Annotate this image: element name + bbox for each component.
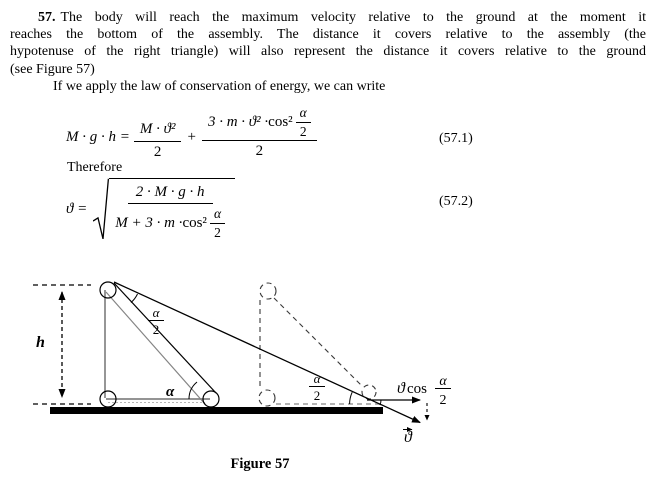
radicand — [109, 178, 235, 241]
cos-text: cos — [407, 381, 427, 397]
eq2-fraction — [115, 182, 225, 241]
alpha-symbol: α — [210, 206, 225, 224]
apex-angle-label — [148, 305, 164, 337]
figure-caption: Figure 57 — [230, 456, 290, 472]
height-dimension — [33, 285, 91, 404]
paragraph-line: reaches the bottom of the assembly. The distance it covers relative to the assembly (the — [10, 27, 646, 43]
theta-symbol: ϑ — [397, 380, 405, 397]
ghost-bottom-left-pulley — [259, 390, 275, 406]
ghost-angle-denominator: 2 — [313, 388, 321, 403]
equation-number-2: (57.2) — [439, 194, 473, 209]
eq1-frac1-denominator: 2 — [153, 144, 162, 160]
ghost-top-pulley — [260, 283, 276, 299]
height-label: h — [36, 334, 45, 351]
denominator-2: 2 — [214, 225, 221, 240]
eq1-frac2-numerator — [202, 105, 317, 141]
eq1-frac1-numerator: M · ϑ² — [134, 104, 182, 142]
paragraph-line — [10, 9, 646, 26]
paragraph-line: (see Figure 57) — [10, 61, 95, 77]
eq2-lhs: ϑ = — [66, 201, 88, 217]
eq2-numerator: 2 · M · g · h — [128, 182, 213, 204]
eq1-frac2-pre: 3 · m · ϑ² · — [207, 114, 269, 130]
ground-bar — [50, 407, 383, 414]
label-two: 2 — [439, 393, 447, 408]
eq1-lhs: M · g · h = — [66, 128, 130, 145]
square-root — [93, 178, 235, 241]
horizontal-vector-label — [397, 374, 451, 408]
radical-sign — [93, 178, 109, 241]
equation-57-2 — [66, 178, 235, 241]
eq1-frac2-denominator: 2 — [255, 143, 264, 159]
problem-paragraph — [10, 9, 646, 95]
eq2-denominator — [115, 204, 225, 241]
figure-57-drawing — [0, 258, 500, 458]
eq1-fraction-1 — [134, 104, 182, 170]
equation-number-1: (57.1) — [439, 131, 473, 146]
eq2-den-pre: M + 3 · m · — [115, 215, 183, 231]
apex-angle-arc — [131, 294, 138, 303]
apex-angle-denominator: 2 — [152, 322, 160, 337]
paragraph-text: The body will reach the maximum velocity relative to the ground at the moment it — [60, 10, 646, 25]
eq1-fraction-2 — [202, 105, 317, 169]
ground-angle-arc — [350, 392, 353, 404]
alpha-over-2 — [210, 206, 225, 241]
cos-squared: cos² — [182, 215, 207, 231]
velocity-theta-symbol: ϑ — [404, 429, 412, 446]
apex-angle-numerator: α — [152, 305, 160, 320]
alpha-symbol: α — [296, 105, 311, 123]
alpha-over-2 — [296, 105, 311, 140]
triangle-assembly — [100, 282, 219, 407]
top-pulley — [100, 282, 116, 298]
ghost-angle-label — [309, 371, 325, 403]
rod-upper-line — [114, 283, 216, 393]
label-alpha: α — [439, 374, 447, 389]
problem-number: 57. — [38, 10, 56, 25]
plus-sign: + — [187, 128, 196, 145]
velocity-vector-label — [403, 429, 413, 446]
intro-sentence: If we apply the law of conservation of energy, we can write — [53, 78, 386, 94]
cos-squared: cos² — [268, 114, 293, 130]
base-angle-label: α — [166, 384, 175, 400]
therefore-text: Therefore — [67, 160, 123, 175]
ghost-angle-numerator: α — [313, 371, 321, 386]
denominator-2: 2 — [299, 124, 307, 139]
ghost-assembly — [259, 283, 383, 406]
paragraph-line: hypotenuse of the right triangle) will also represent the distance it covers relative to the ground — [10, 44, 646, 60]
